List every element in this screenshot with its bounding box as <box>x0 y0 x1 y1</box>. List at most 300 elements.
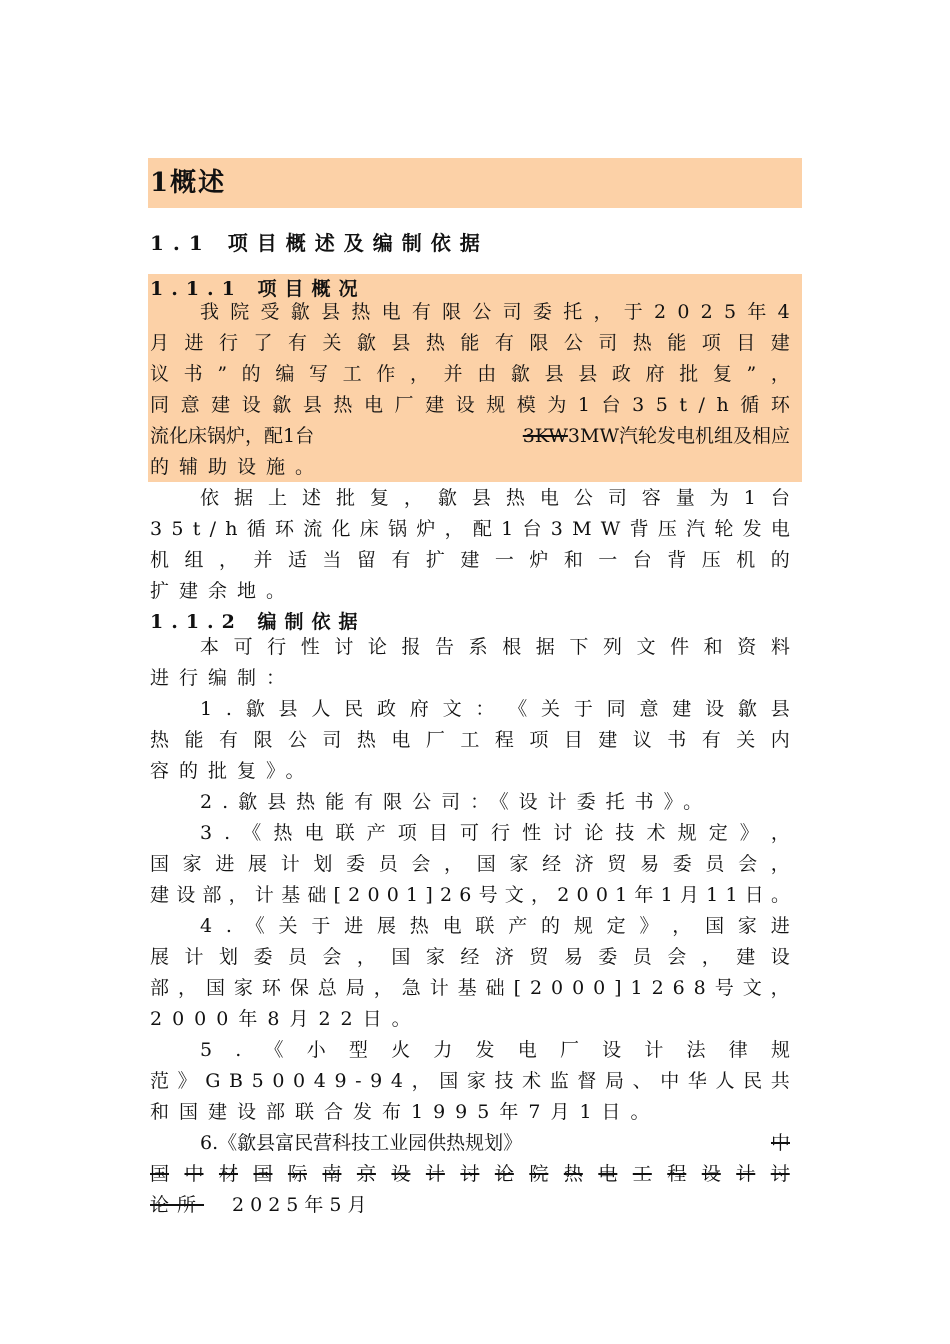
glyph: 人 <box>311 698 331 720</box>
glyph: 2 <box>439 884 453 906</box>
glyph: 展 <box>150 946 170 968</box>
glyph: 定 <box>606 915 626 937</box>
glyph: 性 <box>522 822 542 844</box>
glyph: 进 <box>184 332 204 354</box>
glyph: 复 <box>712 363 732 385</box>
glyph: 监 <box>549 1070 569 1092</box>
glyph: 进 <box>770 915 790 937</box>
glyph: ， <box>770 977 790 999</box>
glyph: 公 <box>287 729 307 751</box>
glyph: 一 <box>598 549 618 571</box>
deleted-text: 论所 <box>150 1194 205 1216</box>
list-item-line <box>200 911 790 942</box>
glyph: ” <box>217 363 228 385</box>
glyph: 1 <box>406 884 419 906</box>
glyph: 力 <box>433 1039 453 1061</box>
glyph: 组 <box>184 549 204 571</box>
glyph: 电 <box>598 1163 618 1185</box>
glyph: 循 <box>740 394 760 416</box>
glyph: 1 <box>660 884 673 906</box>
deleted-text: 3KW <box>522 425 568 447</box>
glyph: 委 <box>253 946 273 968</box>
glyph: 建 <box>425 394 445 416</box>
glyph: 配 <box>472 518 492 540</box>
glyph: 划 <box>313 853 333 875</box>
glyph: ， <box>444 853 464 875</box>
glyph: 内 <box>770 729 790 751</box>
glyph: 国 <box>439 1070 459 1092</box>
glyph: 联 <box>475 915 495 937</box>
glyph: 会 <box>411 853 431 875</box>
glyph: 计 <box>254 884 274 906</box>
glyph: 委 <box>672 853 692 875</box>
glyph: 员 <box>632 946 652 968</box>
glyph: 电 <box>517 1039 537 1061</box>
glyph: 行 <box>267 636 287 658</box>
glyph: 讨 <box>553 822 573 844</box>
glyph: 台 <box>601 394 621 416</box>
glyph: ， <box>411 1070 431 1092</box>
list-item-line <box>150 849 790 880</box>
glyph: 展 <box>248 853 268 875</box>
glyph: 家 <box>509 853 529 875</box>
glyph: 件 <box>670 636 690 658</box>
glyph: 目 <box>736 332 756 354</box>
glyph: 议 <box>632 729 652 751</box>
glyph: 热 <box>425 332 445 354</box>
glyph: 会 <box>322 946 342 968</box>
glyph: 院 <box>529 1163 549 1185</box>
glyph: 据 <box>535 636 555 658</box>
list-item-line: 2000年8月22日。 <box>150 1008 421 1030</box>
glyph: / <box>698 394 705 416</box>
glyph: 关 <box>736 729 756 751</box>
glyph: 环 <box>770 394 790 416</box>
glyph: 县 <box>391 332 411 354</box>
glyph: 循 <box>246 518 266 540</box>
glyph: 设 <box>602 1039 622 1061</box>
glyph: 5 <box>724 301 737 323</box>
glyph: 家 <box>425 946 445 968</box>
glyph: . <box>235 1039 242 1061</box>
glyph: 文 <box>504 884 524 906</box>
glyph: 工 <box>460 729 480 751</box>
glyph: 会 <box>667 946 687 968</box>
paragraph-line: 进行编制： <box>150 667 296 689</box>
glyph: 8 <box>693 977 706 999</box>
glyph: 热 <box>333 394 353 416</box>
glyph: 经 <box>460 946 480 968</box>
glyph: 文 <box>636 636 656 658</box>
glyph: 联 <box>335 822 355 844</box>
glyph: 3 <box>550 518 563 540</box>
glyph: 局 <box>604 1070 624 1092</box>
glyph: 的 <box>541 915 561 937</box>
glyph: 写 <box>308 363 328 385</box>
glyph: 并 <box>253 549 273 571</box>
glyph: 法 <box>686 1039 706 1061</box>
glyph: G <box>205 1070 221 1092</box>
glyph: 司 <box>502 301 522 323</box>
glyph: 计 <box>736 1163 756 1185</box>
glyph: 建 <box>211 394 231 416</box>
glyph: 计 <box>425 1163 445 1185</box>
glyph: 5 <box>655 394 668 416</box>
glyph: 本 <box>200 636 220 658</box>
glyph: ， <box>373 977 393 999</box>
glyph: 保 <box>289 977 309 999</box>
glyph: 5 <box>171 518 184 540</box>
glyph: 县 <box>544 363 564 385</box>
glyph: 建 <box>672 698 692 720</box>
glyph: 0 <box>677 301 690 323</box>
glyph: 由 <box>477 363 497 385</box>
glyph: 热 <box>409 915 429 937</box>
glyph: M <box>572 518 592 540</box>
glyph: 基 <box>457 977 477 999</box>
glyph: / <box>209 518 216 540</box>
glyph: 3 <box>632 394 645 416</box>
glyph: 2 <box>700 301 713 323</box>
glyph: 际 <box>287 1163 307 1185</box>
glyph: 锅 <box>388 518 408 540</box>
glyph: - <box>355 1070 362 1092</box>
glyph: 1 <box>200 698 213 720</box>
glyph: 共 <box>770 1070 790 1092</box>
glyph: 《 <box>264 1039 284 1061</box>
glyph: 华 <box>687 1070 707 1092</box>
glyph: 6 <box>459 884 472 906</box>
glyph: 0 <box>272 1070 285 1092</box>
glyph: 关 <box>541 698 561 720</box>
glyph: 有 <box>218 729 238 751</box>
glyph: 部 <box>150 977 170 999</box>
glyph: 县 <box>471 487 491 509</box>
glyph: 有 <box>701 729 721 751</box>
glyph: 委 <box>532 301 552 323</box>
glyph: 建 <box>150 884 170 906</box>
glyph: 4 <box>390 1070 403 1092</box>
glyph: 歙 <box>290 301 310 323</box>
glyph: 0 <box>367 884 380 906</box>
glyph: . <box>225 698 232 720</box>
glyph: 热 <box>356 729 376 751</box>
glyph: ， <box>228 884 248 906</box>
glyph: 根 <box>502 636 522 658</box>
glyph: 贸 <box>529 946 549 968</box>
glyph: 国 <box>391 946 411 968</box>
glyph: 设 <box>705 698 725 720</box>
glyph: 环 <box>275 518 295 540</box>
list-item-line <box>200 1128 790 1159</box>
glyph: 程 <box>667 1163 687 1185</box>
glyph: 发 <box>475 1039 495 1061</box>
glyph: 部 <box>202 884 222 906</box>
glyph: 容 <box>641 487 661 509</box>
glyph: 计 <box>184 946 204 968</box>
glyph: 》 <box>639 915 659 937</box>
glyph: 压 <box>657 518 677 540</box>
glyph: 济 <box>494 946 514 968</box>
glyph: 论 <box>584 822 604 844</box>
glyph: 床 <box>359 518 379 540</box>
glyph: 量 <box>675 487 695 509</box>
glyph: 督 <box>577 1070 597 1092</box>
glyph: 作 <box>376 363 396 385</box>
glyph: ， <box>593 301 613 323</box>
glyph: 0 <box>386 884 399 906</box>
glyph: 项 <box>701 332 721 354</box>
glyph: 经 <box>542 853 562 875</box>
glyph: 公 <box>472 301 492 323</box>
glyph: 家 <box>737 915 757 937</box>
glyph: 有 <box>391 549 411 571</box>
glyph: 计 <box>429 977 449 999</box>
glyph: 限 <box>253 729 273 751</box>
glyph: 年 <box>747 301 767 323</box>
glyph: 轮 <box>714 518 734 540</box>
glyph: 政 <box>376 698 396 720</box>
glyph: 议 <box>150 363 170 385</box>
glyph: . <box>225 915 232 937</box>
glyph: 4 <box>200 915 213 937</box>
glyph: 依 <box>200 487 220 509</box>
glyph: 汽 <box>686 518 706 540</box>
glyph: 上 <box>267 487 287 509</box>
glyph: 础 <box>485 977 505 999</box>
glyph: 受 <box>260 301 280 323</box>
glyph: 公 <box>573 487 593 509</box>
glyph: ， <box>701 946 721 968</box>
glyph: ， <box>672 915 692 937</box>
glyph: 委 <box>598 946 618 968</box>
subsection-heading-1-1-2: 1.1.2 编制依据 <box>150 611 366 633</box>
glyph: 设 <box>391 1163 411 1185</box>
paragraph-line: 扩建余地。 <box>150 580 296 602</box>
glyph: 和 <box>703 636 723 658</box>
glyph: 技 <box>615 822 635 844</box>
glyph: 压 <box>701 549 721 571</box>
glyph: 建 <box>770 332 790 354</box>
glyph: 同 <box>606 698 626 720</box>
glyph: 化 <box>331 518 351 540</box>
paragraph-line <box>200 297 790 328</box>
glyph: 0 <box>572 977 585 999</box>
glyph: 有 <box>411 301 431 323</box>
glyph: 于 <box>311 915 331 937</box>
glyph: 0 <box>551 977 564 999</box>
glyph: 文 <box>442 698 462 720</box>
glyph: 留 <box>356 549 376 571</box>
glyph: ： <box>475 698 495 720</box>
glyph: 歙 <box>245 698 265 720</box>
glyph: 司 <box>607 487 627 509</box>
glyph: 背 <box>667 549 687 571</box>
glyph: 项 <box>529 729 549 751</box>
glyph: 了 <box>253 332 273 354</box>
glyph: 国 <box>150 1163 170 1185</box>
glyph: 热 <box>505 487 525 509</box>
glyph: 展 <box>376 915 396 937</box>
glyph: 3 <box>150 518 163 540</box>
glyph: 一 <box>494 549 514 571</box>
line-text: 3MW汽轮发电机组及相应 <box>567 425 790 447</box>
glyph: 贸 <box>607 853 627 875</box>
glyph: 县 <box>278 698 298 720</box>
subsection-heading-1-1-1: 1.1.1 项目概况 <box>150 278 366 300</box>
paragraph-line <box>150 390 790 421</box>
glyph: 1 <box>706 884 719 906</box>
glyph: 歙 <box>356 332 376 354</box>
glyph: 报 <box>401 636 421 658</box>
glyph: 局 <box>345 977 365 999</box>
glyph: 2 <box>529 977 543 999</box>
glyph: 热 <box>563 1163 583 1185</box>
glyph: 项 <box>397 822 417 844</box>
paragraph-line <box>150 328 790 359</box>
glyph: 础 <box>307 884 327 906</box>
glyph: 工 <box>632 1163 652 1185</box>
glyph: 1 <box>577 394 590 416</box>
glyph: 设 <box>176 884 196 906</box>
glyph: 性 <box>300 636 320 658</box>
glyph: 基 <box>281 884 301 906</box>
glyph: 国 <box>253 1163 273 1185</box>
glyph: 行 <box>491 822 511 844</box>
glyph: 于 <box>623 301 643 323</box>
glyph: 的 <box>770 549 790 571</box>
glyph: 扩 <box>425 549 445 571</box>
glyph: 书 <box>667 729 687 751</box>
glyph: 县 <box>578 363 598 385</box>
glyph: 进 <box>215 853 235 875</box>
glyph: 年 <box>634 884 654 906</box>
glyph: 厂 <box>559 1039 579 1061</box>
glyph: 人 <box>715 1070 735 1092</box>
glyph: ， <box>770 853 790 875</box>
list-item-line <box>200 694 790 725</box>
glyph: 司 <box>322 729 342 751</box>
glyph: 书 <box>183 363 203 385</box>
glyph: 国 <box>705 915 725 937</box>
glyph: 定 <box>708 822 728 844</box>
glyph: 、 <box>632 1070 652 1092</box>
glyph: 急 <box>401 977 421 999</box>
glyph: 1 <box>501 518 514 540</box>
glyph: 环 <box>261 977 281 999</box>
glyph: 论 <box>367 636 387 658</box>
glyph: 产 <box>366 822 386 844</box>
glyph: 县 <box>770 698 790 720</box>
glyph: 发 <box>742 518 762 540</box>
glyph: 号 <box>478 884 498 906</box>
glyph: 《 <box>508 698 528 720</box>
glyph: 炉 <box>529 549 549 571</box>
list-item-line <box>150 1190 790 1221</box>
glyph: 9 <box>334 1070 347 1092</box>
glyph: 公 <box>563 332 583 354</box>
glyph: 述 <box>301 487 321 509</box>
glyph: 程 <box>494 729 514 751</box>
glyph: 建 <box>736 946 756 968</box>
glyph: 总 <box>317 977 337 999</box>
glyph: 中 <box>184 1163 204 1185</box>
glyph: 流 <box>303 518 323 540</box>
glyph: 院 <box>230 301 250 323</box>
glyph: 律 <box>728 1039 748 1061</box>
glyph: 为 <box>547 394 567 416</box>
glyph: 材 <box>218 1163 238 1185</box>
glyph: 政 <box>611 363 631 385</box>
glyph: 0 <box>576 884 589 906</box>
glyph: 托 <box>563 301 583 323</box>
glyph: 进 <box>344 915 364 937</box>
glyph: 系 <box>468 636 488 658</box>
glyph: 4 <box>313 1070 326 1092</box>
glyph: 于 <box>573 698 593 720</box>
glyph: ， <box>177 977 197 999</box>
list-item-line: 容的批复》。 <box>150 760 315 782</box>
glyph: 易 <box>640 853 660 875</box>
glyph: 关 <box>278 915 298 937</box>
glyph: 京 <box>356 1163 376 1185</box>
glyph: 歙 <box>272 394 292 416</box>
glyph: 目 <box>563 729 583 751</box>
paragraph-line: 的辅助设施。 <box>150 456 325 478</box>
section-heading: 1.1 项目概述及编制依据 <box>150 231 489 255</box>
glyph: 民 <box>344 698 364 720</box>
glyph: 号 <box>714 977 734 999</box>
glyph: 料 <box>770 636 790 658</box>
glyph: 易 <box>563 946 583 968</box>
glyph: 电 <box>363 394 383 416</box>
glyph: 1 <box>615 884 628 906</box>
glyph: 机 <box>150 549 170 571</box>
glyph: 设 <box>701 1163 721 1185</box>
glyph: 南 <box>322 1163 342 1185</box>
glyph: 国 <box>150 853 170 875</box>
line-text-mixed <box>523 421 790 452</box>
glyph: 有 <box>494 332 514 354</box>
glyph: 9 <box>370 1070 383 1092</box>
paragraph-line <box>150 545 790 576</box>
glyph: 讨 <box>460 1163 480 1185</box>
glyph: 能 <box>460 332 480 354</box>
glyph: 。 <box>770 884 790 906</box>
glyph: 的 <box>241 363 261 385</box>
glyph: 目 <box>428 822 448 844</box>
glyph: 设 <box>241 394 261 416</box>
glyph: 为 <box>709 487 729 509</box>
glyph: 2 <box>348 884 361 906</box>
glyph: 员 <box>287 946 307 968</box>
glyph: 批 <box>679 363 699 385</box>
glyph: 热 <box>632 332 652 354</box>
glyph: 建 <box>460 549 480 571</box>
glyph: W <box>600 518 621 540</box>
glyph: 电 <box>391 729 411 751</box>
glyph: 工 <box>342 363 362 385</box>
glyph: 》 <box>177 1070 197 1092</box>
glyph: 火 <box>391 1039 411 1061</box>
glyph: 批 <box>335 487 355 509</box>
glyph: 济 <box>574 853 594 875</box>
glyph: B <box>229 1070 244 1092</box>
glyph: 建 <box>598 729 618 751</box>
list-item-line-deleted <box>150 1159 790 1190</box>
glyph: ， <box>218 549 238 571</box>
glyph: 下 <box>569 636 589 658</box>
